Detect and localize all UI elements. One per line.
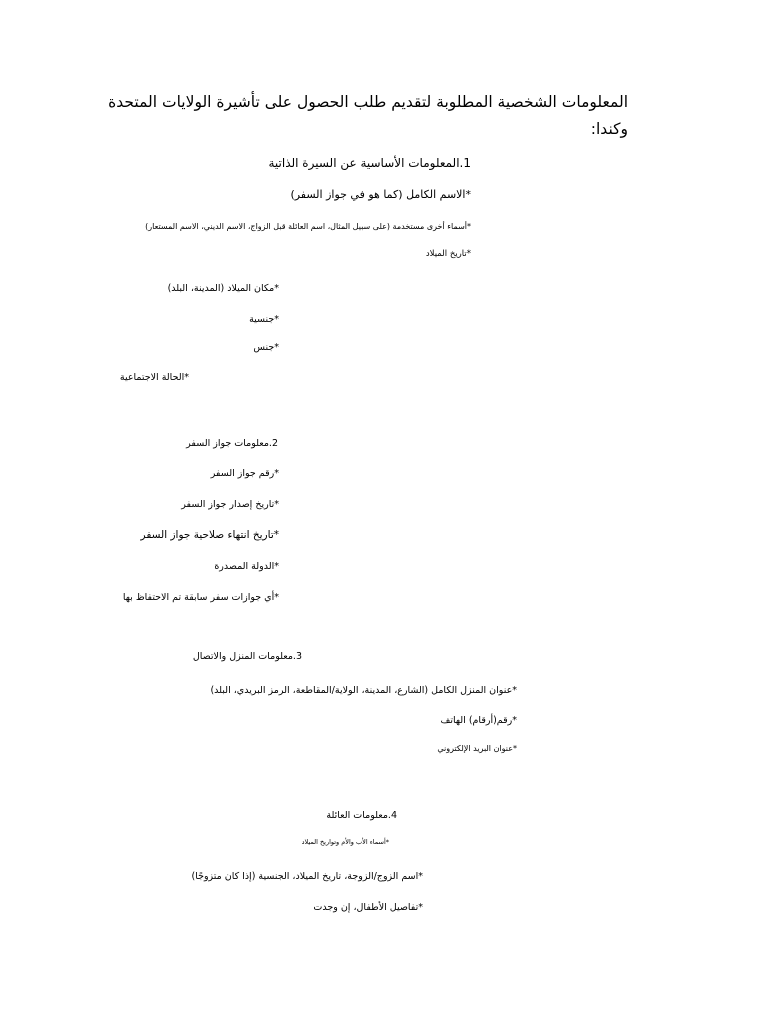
field-spouse: *اسم الزوج/الزوجة، تاريخ الميلاد، الجنسية (إذا كان متزوجًا) (191, 871, 423, 882)
field-phone: *رقم(أرقام) الهاتف (440, 715, 517, 726)
section-4-heading: 4.معلومات العائلة (326, 810, 397, 821)
field-issuing-country: *الدولة المصدرة (214, 561, 279, 572)
section-3-heading: 3.معلومات المنزل والاتصال (192, 651, 302, 662)
field-children: *تفاصيل الأطفال، إن وجدت (313, 902, 423, 913)
field-marital-status: *الحالة الاجتماعية (119, 372, 189, 383)
field-email: *عنوان البريد الإلكتروني (437, 744, 517, 753)
field-passport-issue-date: *تاريخ إصدار جواز السفر (181, 499, 279, 510)
field-birth-place: *مكان الميلاد (المدينة، البلد) (167, 283, 279, 294)
field-birth-date: *تاريخ الميلاد (425, 249, 471, 259)
field-other-names: *أسماء أخرى مستخدمة (على سبيل المثال، اسم العائلة قبل الزواج، الاسم الديني، الاسم المستعار) (145, 222, 471, 231)
field-home-address: *عنوان المنزل الكامل (الشارع، المدينة، الولاية/المقاطعة، الرمز البريدي، البلد) (210, 685, 517, 696)
field-nationality: *جنسية (249, 314, 279, 325)
field-passport-number: *رقم جواز السفر (210, 468, 279, 479)
field-parents: *أسماء الأب والأم وتواريخ الميلاد (301, 838, 389, 846)
section-2-heading: 2.معلومات جواز السفر (186, 438, 278, 449)
field-full-name: *الاسم الكامل (كما هو في جواز السفر) (290, 188, 471, 201)
field-previous-passports: *أي جوازات سفر سابقة تم الاحتفاظ بها (122, 592, 279, 603)
field-gender: *جنس (253, 342, 279, 353)
field-passport-expiry-date: *تاريخ انتهاء صلاحية جواز السفر (140, 529, 279, 541)
document-title: المعلومات الشخصية المطلوبة لتقديم طلب الحصول على تأشيرة الولايات المتحدة وكندا: (108, 93, 628, 138)
section-1-heading: 1.المعلومات الأساسية عن السيرة الذاتية (268, 156, 471, 170)
